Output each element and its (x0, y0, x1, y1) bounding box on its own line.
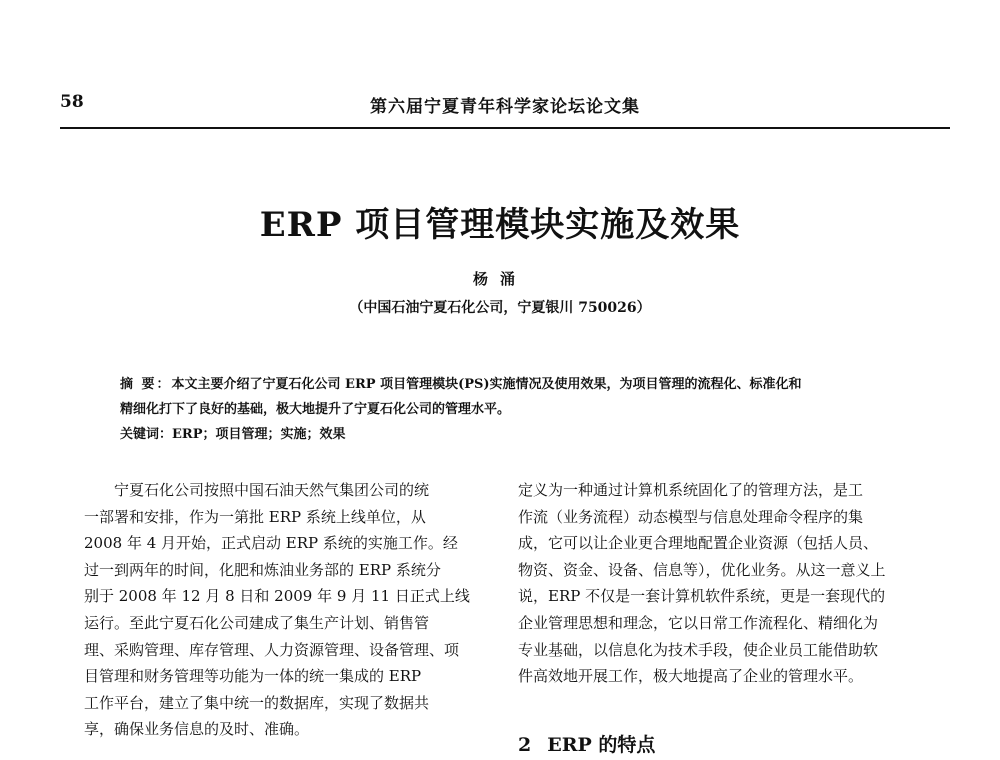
section-title: ERP 的特点 (547, 734, 656, 756)
body-line: 目管理和财务管理等功能为一体的统一集成的 ERP (84, 667, 422, 686)
header-rule (60, 127, 950, 129)
body-line: 理、采购管理、库存管理、人力资源管理、设备管理、项 (84, 640, 460, 659)
body-line: 作流（业务流程）动态模型与信息处理命令程序的集 (518, 507, 864, 526)
body-line: 宁夏石化公司按照中国石油天然气集团公司的统 (114, 481, 430, 499)
body-line: 别于 2008 年 12 月 8 日和 2009 年 9 月 11 日正式上线 (84, 587, 470, 606)
author-affiliation: （中国石油宁夏石化公司，宁夏银川 750026） (349, 300, 651, 316)
body-line: 成，它可以让企业更合理地配置企业资源（包括人员、 (518, 534, 879, 553)
body-line: 过一到两年的时间，化肥和炼油业务部的 ERP 系统分 (84, 560, 441, 579)
keywords-label: 关键词： (120, 427, 173, 442)
keywords-line (120, 422, 910, 447)
keywords-text: ERP；项目管理；实施；效果 (172, 427, 346, 442)
author-name: 杨涌 (472, 270, 527, 288)
body-line: 物资、资金、设备、信息等），优化业务。从这一意义上 (518, 560, 886, 579)
body-line: 2008 年 4 月开始，正式启动 ERP 系统的实施工作。经 (84, 534, 458, 553)
body-line: 件高效地开展工作，极大地提高了企业的管理水平。 (518, 667, 864, 686)
running-header (60, 92, 950, 124)
body-line: 说，ERP 不仅是一套计算机软件系统，更是一套现代的 (518, 587, 886, 606)
body-line: 定义为一种通过计算机系统固化了的管理方法，是工 (518, 481, 864, 499)
body-line: 运行。至此宁夏石化公司建成了集生产计划、销售管 (84, 613, 430, 632)
body-line: 享，确保业务信息的及时、准确。 (84, 720, 310, 739)
journal-title: 第六届宁夏青年科学家论坛论文集 (370, 97, 640, 117)
body-line: 工作平台，建立了集中统一的数据库，实现了数据共 (84, 693, 430, 712)
abstract-line: 精细化打下了良好的基础，极大地提升了宁夏石化公司的管理水平。 (120, 402, 511, 417)
paper-title: ERP 项目管理模块实施及效果 (259, 205, 741, 245)
section-number: 2 (518, 734, 532, 756)
body-line: 企业管理思想和理念，它以日常工作流程化、精细化为 (518, 613, 879, 632)
body-line: 一部署和安排，作为一第批 ERP 系统上线单位，从 (84, 507, 426, 526)
body-column-left (84, 477, 496, 743)
section-heading (518, 730, 655, 757)
body-line: 专业基础，以信息化为技术手段，使企业员工能借助软 (518, 640, 879, 659)
page-number: 58 (60, 92, 84, 112)
abstract-block (120, 372, 910, 447)
abstract-line (120, 372, 910, 397)
body-column-right (518, 477, 938, 690)
abstract-label: 摘 要： (120, 377, 172, 392)
abstract-text: 本文主要介绍了宁夏石化公司 ERP 项目管理模块(PS)实施情况及使用效果，为项目管理的流程化、标准化和 (171, 377, 802, 392)
